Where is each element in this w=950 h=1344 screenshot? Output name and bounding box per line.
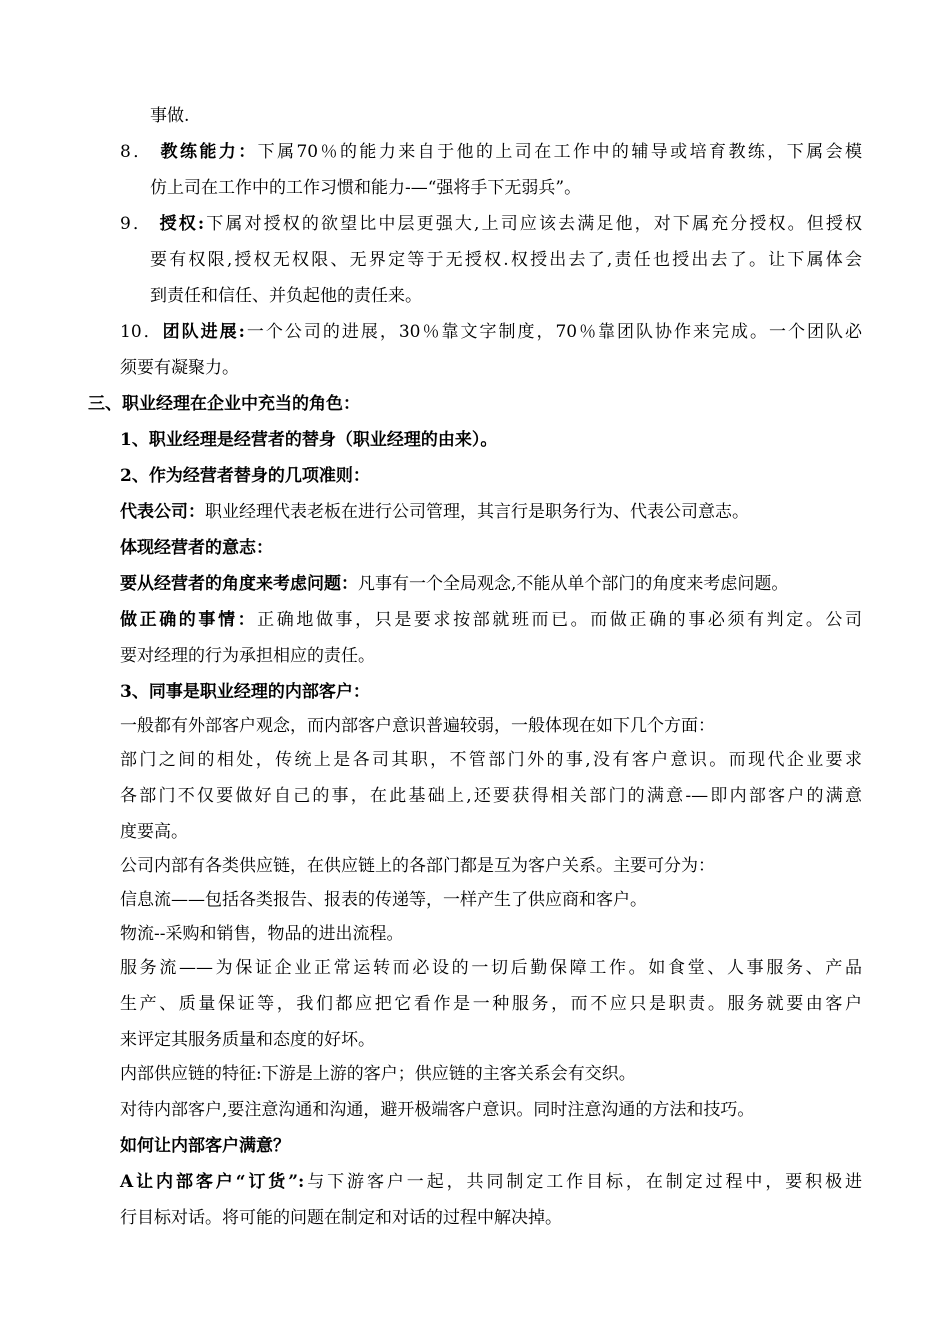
item-text: 仿上司在工作中的工作习惯和能力-—“强将手下无弱兵”。 (150, 178, 582, 198)
represent-company (120, 500, 749, 524)
paragraph-text: 对待内部客户,要注意沟通和沟通，避开极端客户意识。同时注意沟通的方法和技巧。 (120, 1100, 755, 1120)
paragraph-text: 公司内部有各类供应链，在供应链上的各部门都是互为客户关系。主要可分为： (120, 856, 715, 876)
term: 代表公司： (120, 502, 205, 522)
item-9-line-2 (150, 248, 862, 272)
item-number: 9． (120, 214, 153, 234)
item-term: 团队进展: (162, 322, 245, 342)
paragraph-text: 内部供应链的特征:下游是上游的客户；供应链的主客关系会有交织。 (120, 1064, 636, 1084)
paragraph-text: 部门之间的相处，传统上是各司其职，不管部门外的事,没有客户意识。而现代企业要求 (120, 750, 862, 770)
term: 做正确的事情： (120, 610, 258, 630)
item-term: 教练能力： (160, 142, 258, 162)
do-right-line-2: 要对经理的行为承担相应的责任。 (120, 646, 375, 666)
item-text: 要有权限,授权无权限、无界定等于无授权.权授出去了,责任也授出去了。让下属体会 (150, 250, 862, 270)
item-9-line-1 (120, 212, 862, 236)
paragraph-text: 生产、质量保证等，我们都应把它看作是一种服务，而不应只是职责。服务就要由客户 (120, 994, 862, 1014)
item-text: 下属70％的能力来自于他的上司在工作中的辅导或培育教练，下属会模 (257, 142, 863, 162)
term-text: 与下游客户一起，共同制定工作目标，在制定过程中，要积极进 (304, 1172, 863, 1192)
item-term: 授权: (159, 214, 205, 234)
point-3: 3、同事是职业经理的内部客户： (120, 682, 370, 702)
point-2: 2、作为经营者替身的几项准则： (120, 466, 370, 486)
continued-line (150, 104, 189, 128)
item-8-line-1 (120, 140, 862, 164)
do-right-line-1 (120, 608, 862, 632)
item-8-line-2 (150, 176, 581, 200)
item-10-line-2 (120, 356, 239, 380)
owner-view (120, 572, 788, 596)
term: 要从经营者的角度来考虑问题： (120, 574, 358, 594)
paragraph-text: 信息流——包括各类报告、报表的传递等，一样产生了供应商和客户。 (120, 890, 647, 910)
term-text: 正确地做事，只是要求按部就班而已。而做正确的事必须有判定。公司 (257, 610, 863, 630)
paragraph-text: 一般都有外部客户观念，而内部客户意识普遍较弱，一般体现在如下几个方面： (120, 716, 715, 736)
item-text: 到责任和信任、并负起他的责任来。 (150, 286, 422, 306)
paragraph-text: 度要高。 (120, 822, 188, 842)
item-number: 8． (120, 142, 153, 162)
item-10-line-1 (120, 320, 862, 344)
point-a-line-2: 行目标对话。将可能的问题在制定和对话的过程中解决掉。 (120, 1208, 562, 1228)
item-number: 10． (120, 322, 163, 342)
point-1: 1、职业经理是经营者的替身（职业经理的由来）。 (120, 430, 498, 450)
term: A让内部客户“订货”: (120, 1172, 305, 1192)
item-text: 须要有凝聚力。 (120, 358, 239, 378)
paragraph-text: 物流--采购和销售，物品的进出流程。 (120, 924, 404, 944)
how-to-satisfy: 如何让内部客户满意？ (120, 1136, 290, 1156)
paragraph-text: 服务流——为保证企业正常运转而必设的一切后勤保障工作。如食堂、人事服务、产品 (120, 958, 862, 978)
paragraph-text: 各部门不仅要做好自己的事，在此基础上,还要获得相关部门的满意-—即内部客户的满意 (120, 786, 862, 806)
item-9-line-3 (150, 284, 422, 308)
term-text: 凡事有一个全局观念,不能从单个部门的角度来考虑问题。 (358, 574, 789, 594)
item-text: 一个公司的进展，30％靠文字制度，70％靠团队协作来完成。一个团队必 (244, 322, 862, 342)
owner-will: 体现经营者的意志： (120, 538, 273, 558)
term-text: 职业经理代表老板在进行公司管理，其言行是职务行为、代表公司意志。 (205, 502, 749, 522)
section-heading: 三、职业经理在企业中充当的角色： (88, 394, 360, 414)
item-text: 下属对授权的欲望比中层更强大,上司应该去满足他，对下属充分授权。但授权 (204, 214, 862, 234)
paragraph-text: 事做. (150, 106, 190, 126)
point-a-line-1 (120, 1170, 862, 1194)
paragraph-text: 来评定其服务质量和态度的好坏。 (120, 1030, 375, 1050)
